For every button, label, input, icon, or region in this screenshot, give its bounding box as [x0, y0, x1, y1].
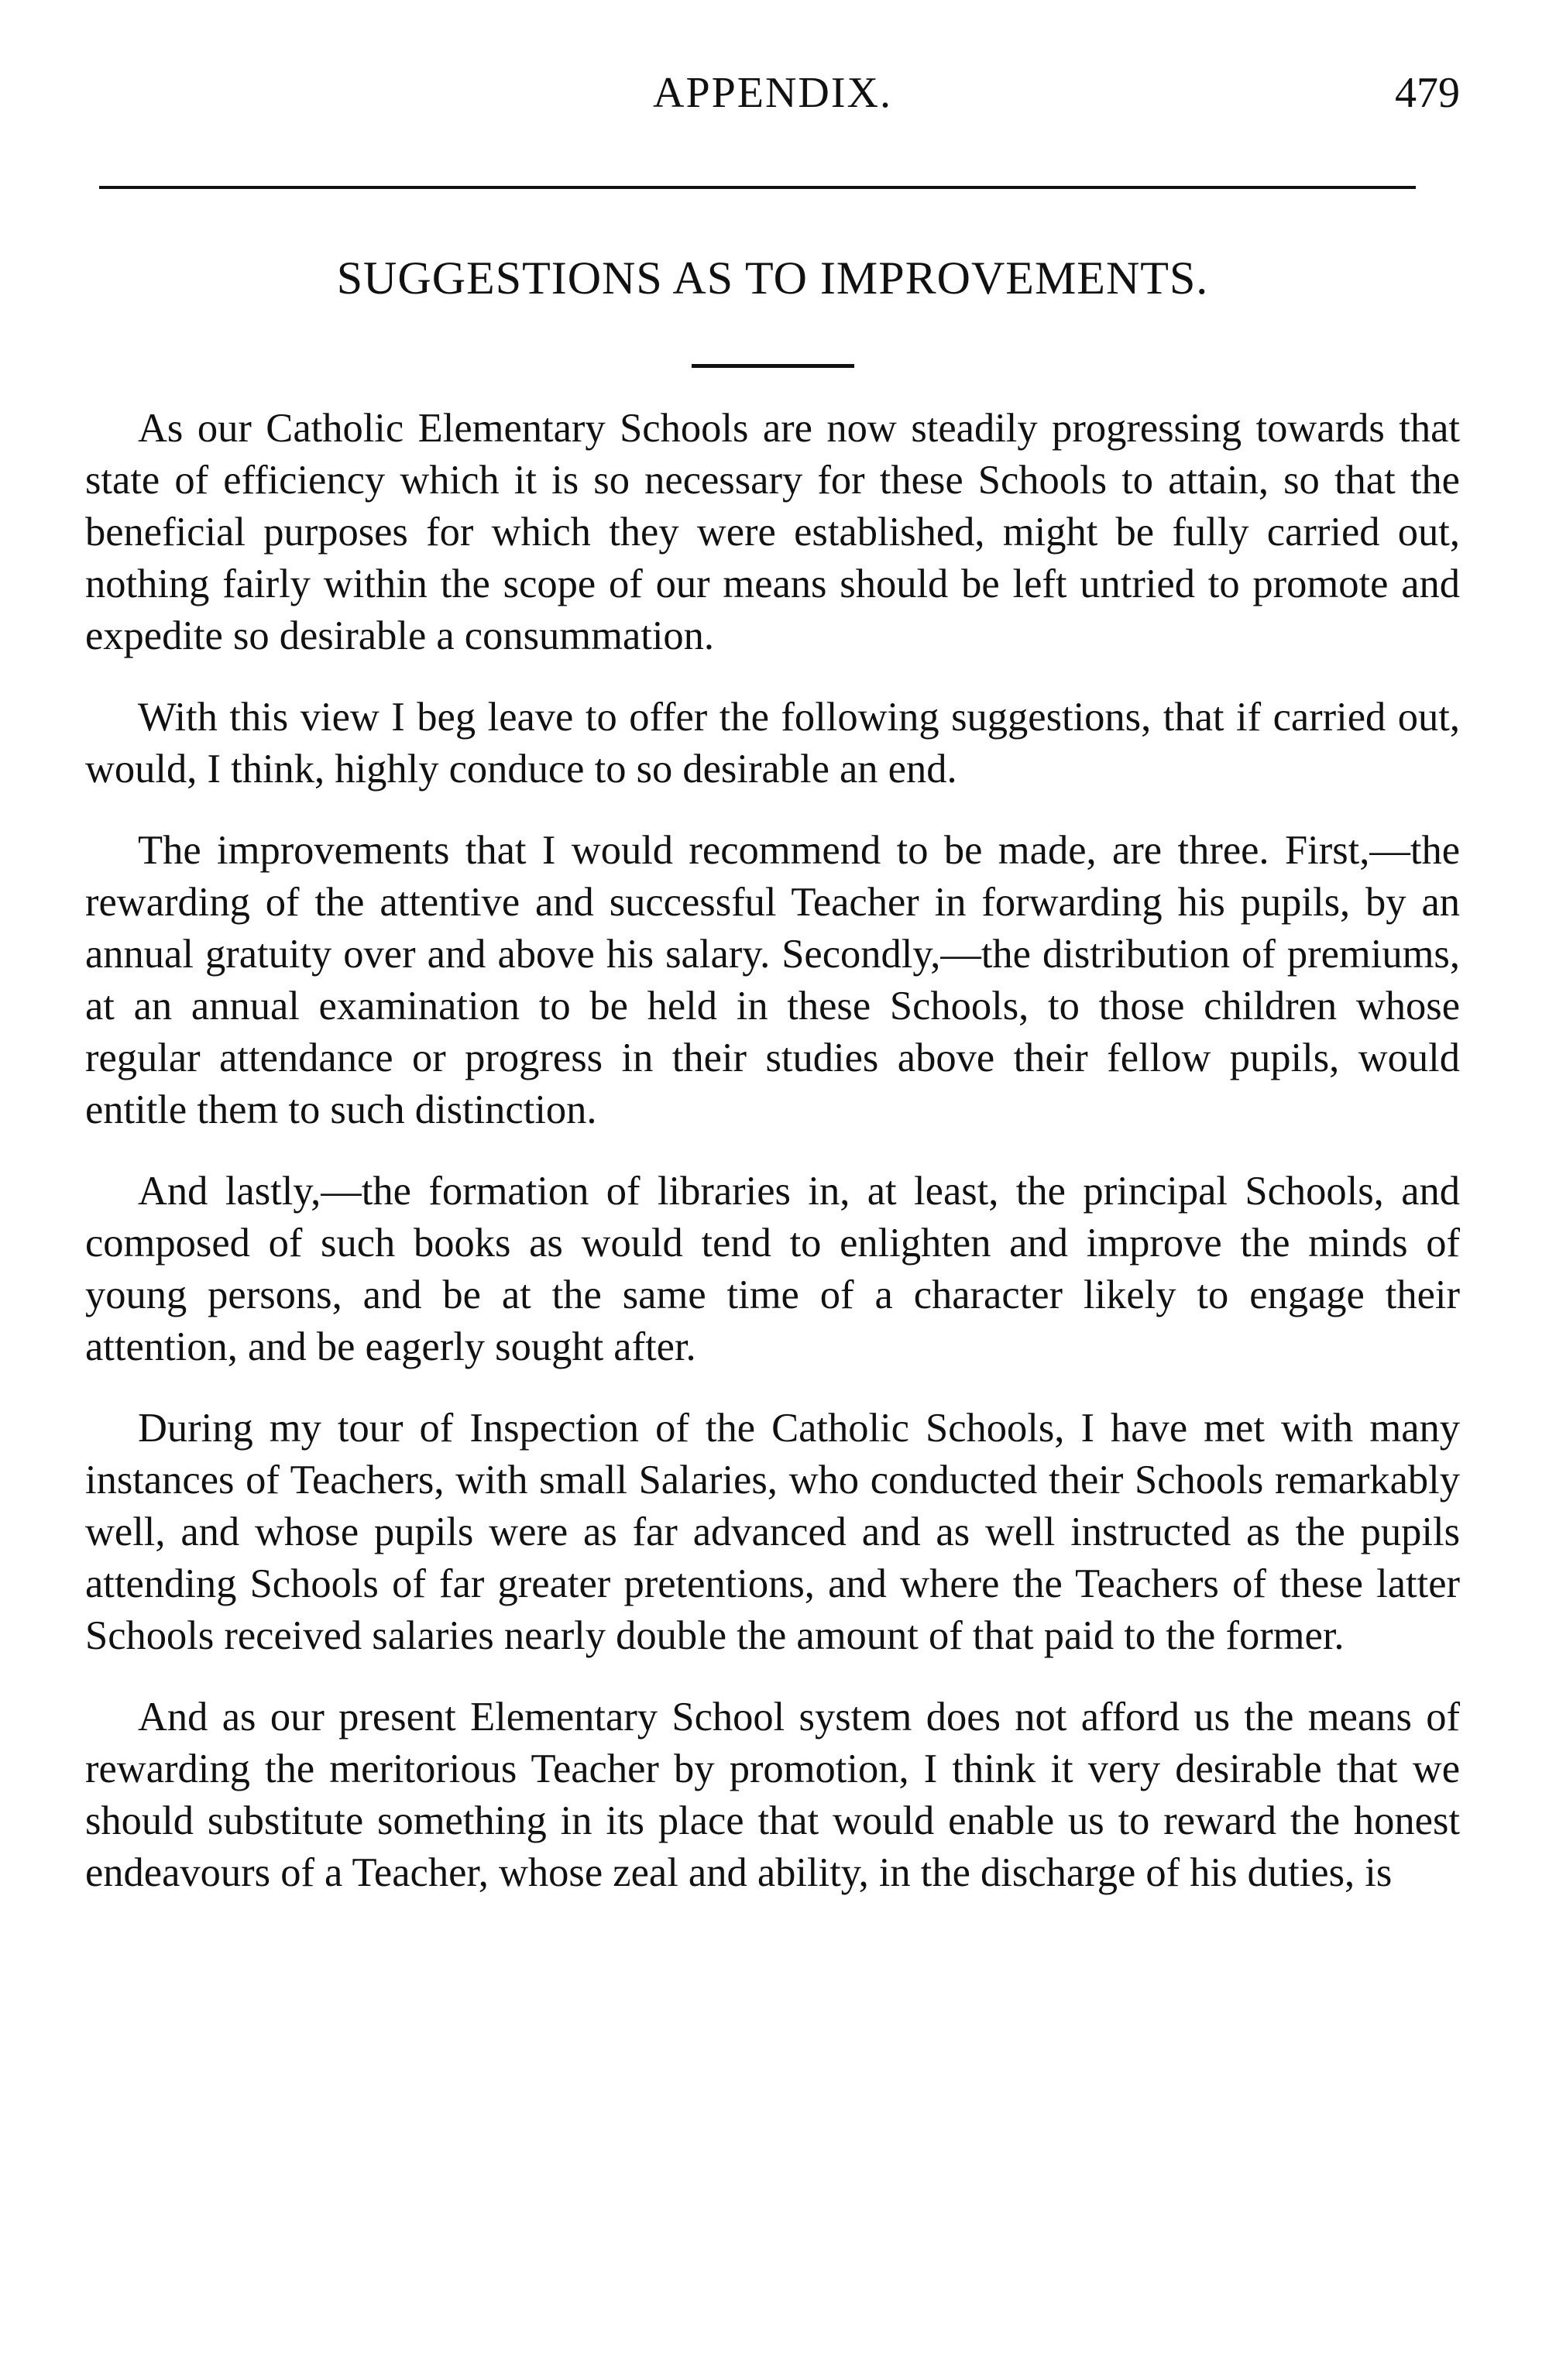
page-number: 479: [1395, 69, 1460, 117]
body-text: [85, 403, 1460, 1899]
paragraph-3: The improvements that I would recommend to be made, are three. First,—the rewarding of the attentive and successful Teacher in forwarding his pupils, by an annual gratuity over and above his salary. Secondly,—the distribution of premiums, at an annual examination to be held in these Schools, to those children whose regular attendance or progress in their studies above their fellow pupils, would entitle them to such distinction.: [85, 828, 1460, 1132]
paragraph-5: During my tour of Inspection of the Catholic Schools, I have met with many instances of Teachers, with small Salaries, who conducted their Schools remarkably well, and whose pupils were as far advanced and as well instructed as the pupils attending Schools of far greater pretentions, and where the Teachers of these latter Schools received salaries nearly double the amount of that paid to the former.: [85, 1406, 1460, 1658]
paragraph-1: As our Catholic Elementary Schools are now steadily progressing towards that state of efficiency which it is so necessary for these Schools to attain, so that the beneficial purposes for which they were established, might be fully carried out, nothing fairly within the scope of our means should be left untried to promote and expedite so desirable a consummation.: [85, 406, 1460, 658]
running-head: APPENDIX.: [653, 69, 892, 117]
paragraph-4: And lastly,—the formation of libraries in, at least, the principal Schools, and composed of such books as would tend to enlighten and improve the minds of young persons, and be at the same time of a character likely to engage their attention, and be eagerly sought after.: [85, 1169, 1460, 1369]
paragraph-2: With this view I beg leave to offer the following suggestions, that if carried out, would, I think, highly conduce to so desirable an end.: [85, 695, 1460, 792]
paragraph-6: And as our present Elementary School system does not afford us the means of rewarding the meritorious Teacher by promotion, I think it very desirable that we should substitute something in its place that would enable us to reward the honest endeavours of a Teacher, whose zeal and ability, in the discharge of his duties, is: [85, 1695, 1460, 1895]
page-header: [85, 68, 1460, 130]
header-rule: [99, 186, 1416, 189]
section-title: SUGGESTIONS AS TO IMPROVEMENTS.: [336, 252, 1209, 304]
title-rule: [692, 364, 854, 368]
